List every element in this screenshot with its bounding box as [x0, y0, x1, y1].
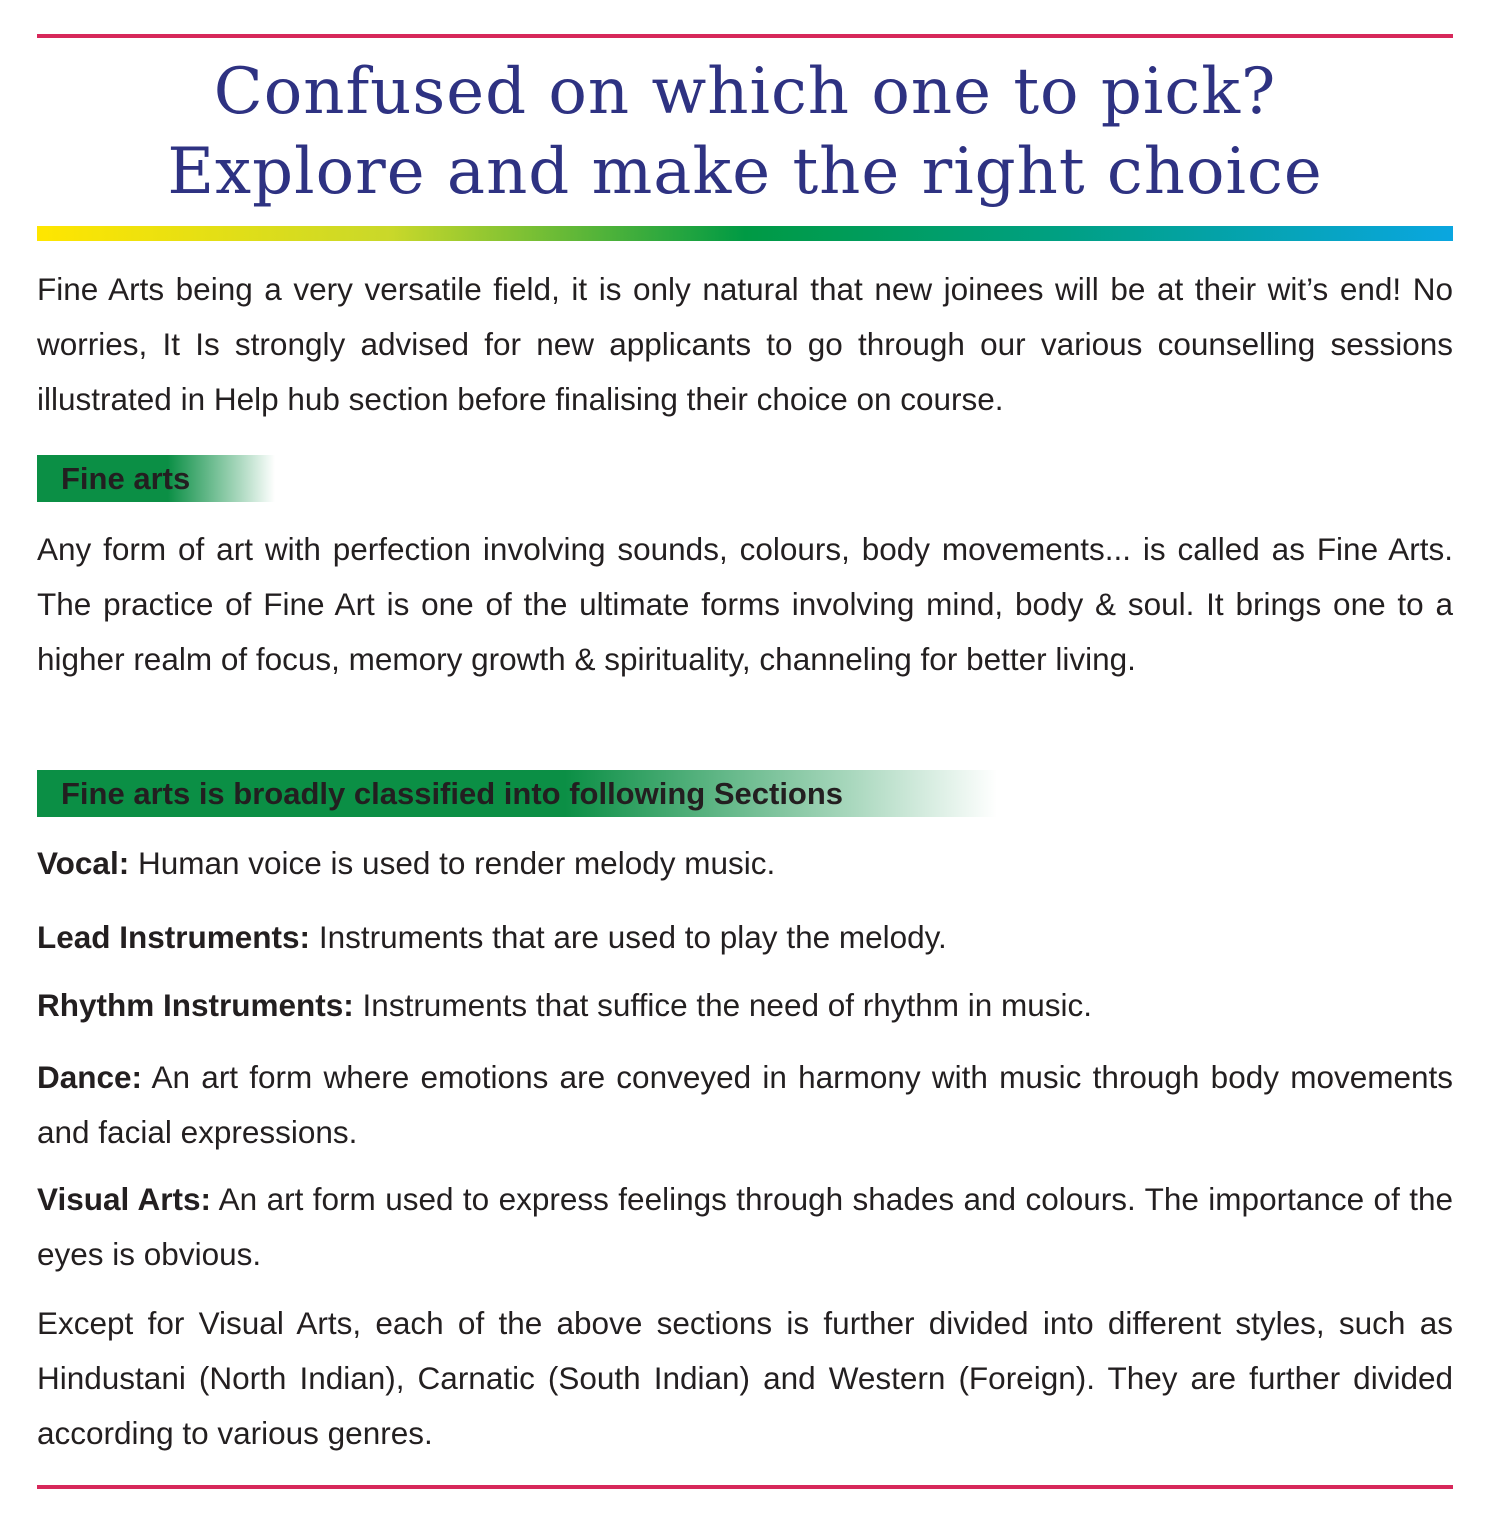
- section-term: Vocal:: [37, 845, 130, 881]
- section-term: Rhythm Instruments:: [37, 987, 354, 1023]
- bottom-rule: [37, 1485, 1453, 1489]
- section-desc: Instruments that are used to play the melody.: [318, 919, 947, 955]
- section-term: Dance:: [37, 1059, 143, 1095]
- fine-arts-paragraph: Any form of art with perfection involving sounds, colours, body movements... is called as Fine Arts. The practice of Fine Art is one of the ultimate forms involving mind, body & soul. It brings one to a higher realm of focus, memory growth & spirituality, channeling for better living.: [37, 531, 1453, 677]
- section-desc: Instruments that suffice the need of rhythm in music.: [362, 987, 1093, 1023]
- section-term: Lead Instruments:: [37, 919, 311, 955]
- gradient-divider: [37, 226, 1453, 241]
- top-rule: [37, 34, 1453, 38]
- page-title: [37, 52, 1453, 212]
- section-desc: An art form where emotions are conveyed in harmony with music through body movements and facial expressions.: [37, 1059, 1454, 1150]
- section-term: Visual Arts:: [37, 1181, 211, 1217]
- fine-arts-heading: Fine arts: [37, 455, 275, 502]
- sections-heading: Fine arts is broadly classified into following Sections: [37, 770, 997, 817]
- title-line-2: Explore and make the right choice: [167, 135, 1323, 209]
- section-item-dance: [37, 1050, 1453, 1160]
- intro-paragraph: Fine Arts being a very versatile field, it is only natural that new joinees will be at their wit’s end! No worries, It Is strongly advised for new applicants to go through our various counselling sessions illustrated in Help hub section before finalising their choice on course.: [37, 271, 1453, 417]
- section-item-vocal: [37, 836, 1453, 891]
- section-desc: Human voice is used to render melody music.: [137, 845, 776, 881]
- title-line-1: Confused on which one to pick?: [213, 55, 1277, 129]
- section-item-visual-arts: [37, 1172, 1453, 1282]
- section-item-rhythm-instruments: [37, 978, 1453, 1033]
- closing-paragraph: Except for Visual Arts, each of the above sections is further divided into different styles, such as Hindustani (North Indian), Carnatic (South Indian) and Western (Foreign). They are further divided according to various genres.: [37, 1305, 1453, 1451]
- section-item-lead-instruments: [37, 910, 1453, 965]
- section-desc: An art form used to express feelings through shades and colours. The importance of the eyes is obvious.: [37, 1181, 1454, 1272]
